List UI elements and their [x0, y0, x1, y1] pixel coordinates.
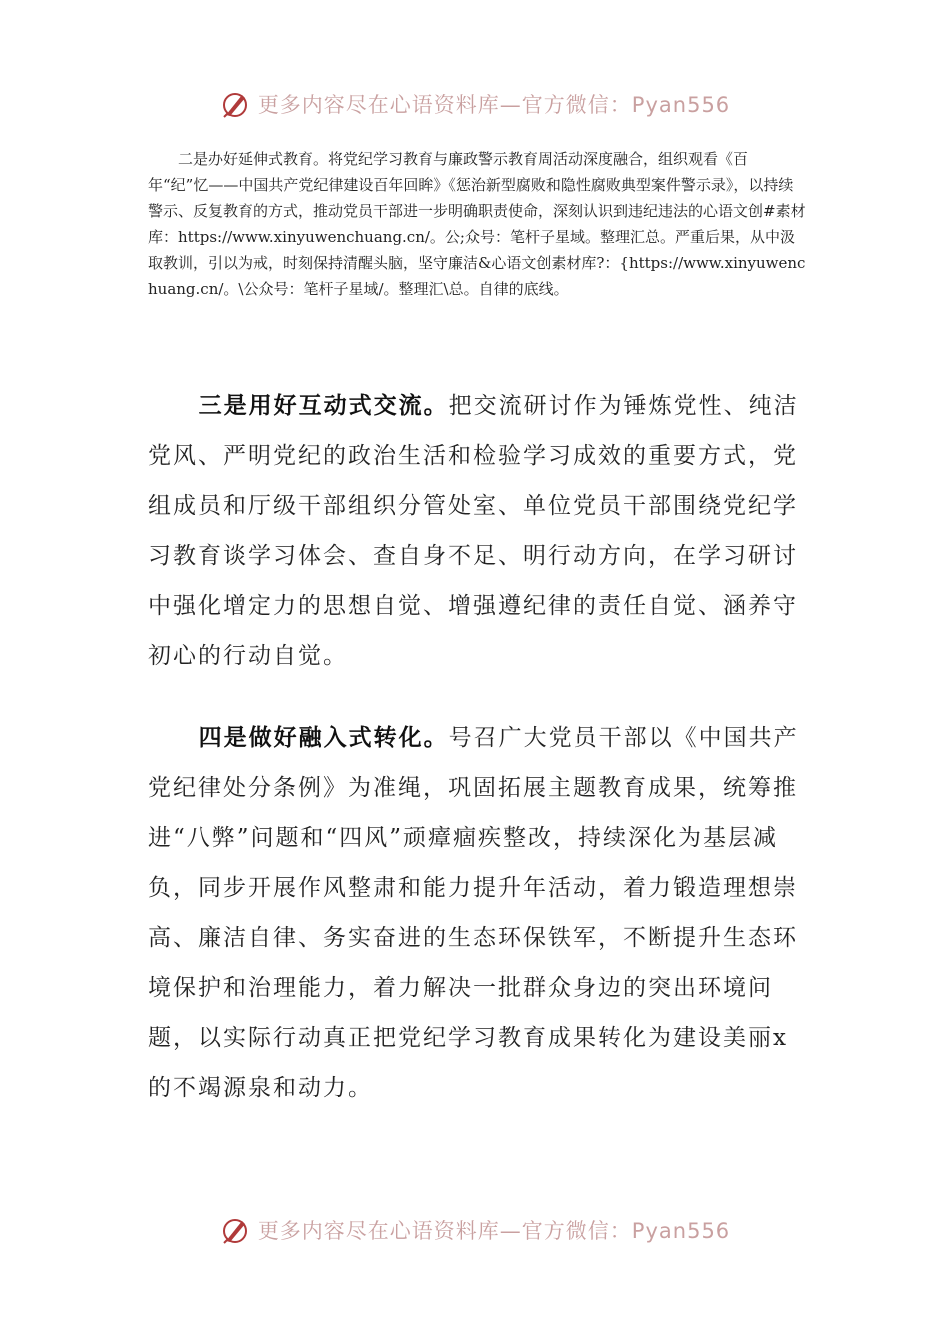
- banner-text: 更多内容尽在心语资料库—官方微信：Pyan556: [257, 93, 731, 117]
- section-three-text: 把交流研讨作为锤炼党性、纯洁党风、严明党纪的政治生活和检验学习成效的重要方式，党组成员和厅级干部组织分管处室、单位党员干部围绕党纪学习教育谈学习体会、查自身不足、明行动方向，在学习研讨中强化增定力的思想自觉、增强遵纪律的责任自觉、涵养守初心的行动自觉。: [148, 393, 799, 669]
- quill-pen-logo-icon: [220, 1215, 250, 1245]
- header-banner: [0, 84, 950, 124]
- intro-paragraph: 二是办好延伸式教育。将党纪学习教育与廉政警示教育周活动深度融合，组织观看《百年“纪”忆——中国共产党纪律建设百年回眸》《惩治新型腐败和隐性腐败典型案件警示录》，以持续警示、反复教育的方式，推动党员干部进一步明确职责使命，深刻认识到违纪违法的心语文创#素材库：https://www.xinyuwenchuang.cn/。公;众号：笔杆子星域。整理汇总。严重后果，从中汲取教训，引以为戒，时刻保持清醒头脑，坚守廉洁&心语文创素材库?：{https://www.xinyuwenchuang.cn/。\公众号：笔杆子星域/。整理汇\总。自律的底线。: [148, 150, 806, 298]
- section-four-heading: 四是做好融入式转化。: [198, 725, 449, 751]
- section-four-text: 号召广大党员干部以《中国共产党纪律处分条例》为准绳，巩固拓展主题教育成果，统筹推进“八弊”问题和“四风”顽瘴痼疾整改，持续深化为基层减负，同步开展作风整肃和能力提升年活动，着力锻造理想崇高、廉洁自律、务实奋进的生态环保铁军，不断提升生态环境保护和治理能力，着力解决一批群众身边的突出环境问题，以实际行动真正把党纪学习教育成果转化为建设美丽x的不竭源泉和动力。: [148, 725, 799, 1101]
- section-three-paragraph: [148, 381, 808, 681]
- section-four-paragraph: [148, 713, 808, 1113]
- footer-banner: [0, 1210, 950, 1250]
- banner-text: 更多内容尽在心语资料库—官方微信：Pyan556: [257, 1219, 731, 1243]
- section-three-heading: 三是用好互动式交流。: [198, 393, 449, 419]
- quill-pen-logo-icon: [220, 89, 250, 119]
